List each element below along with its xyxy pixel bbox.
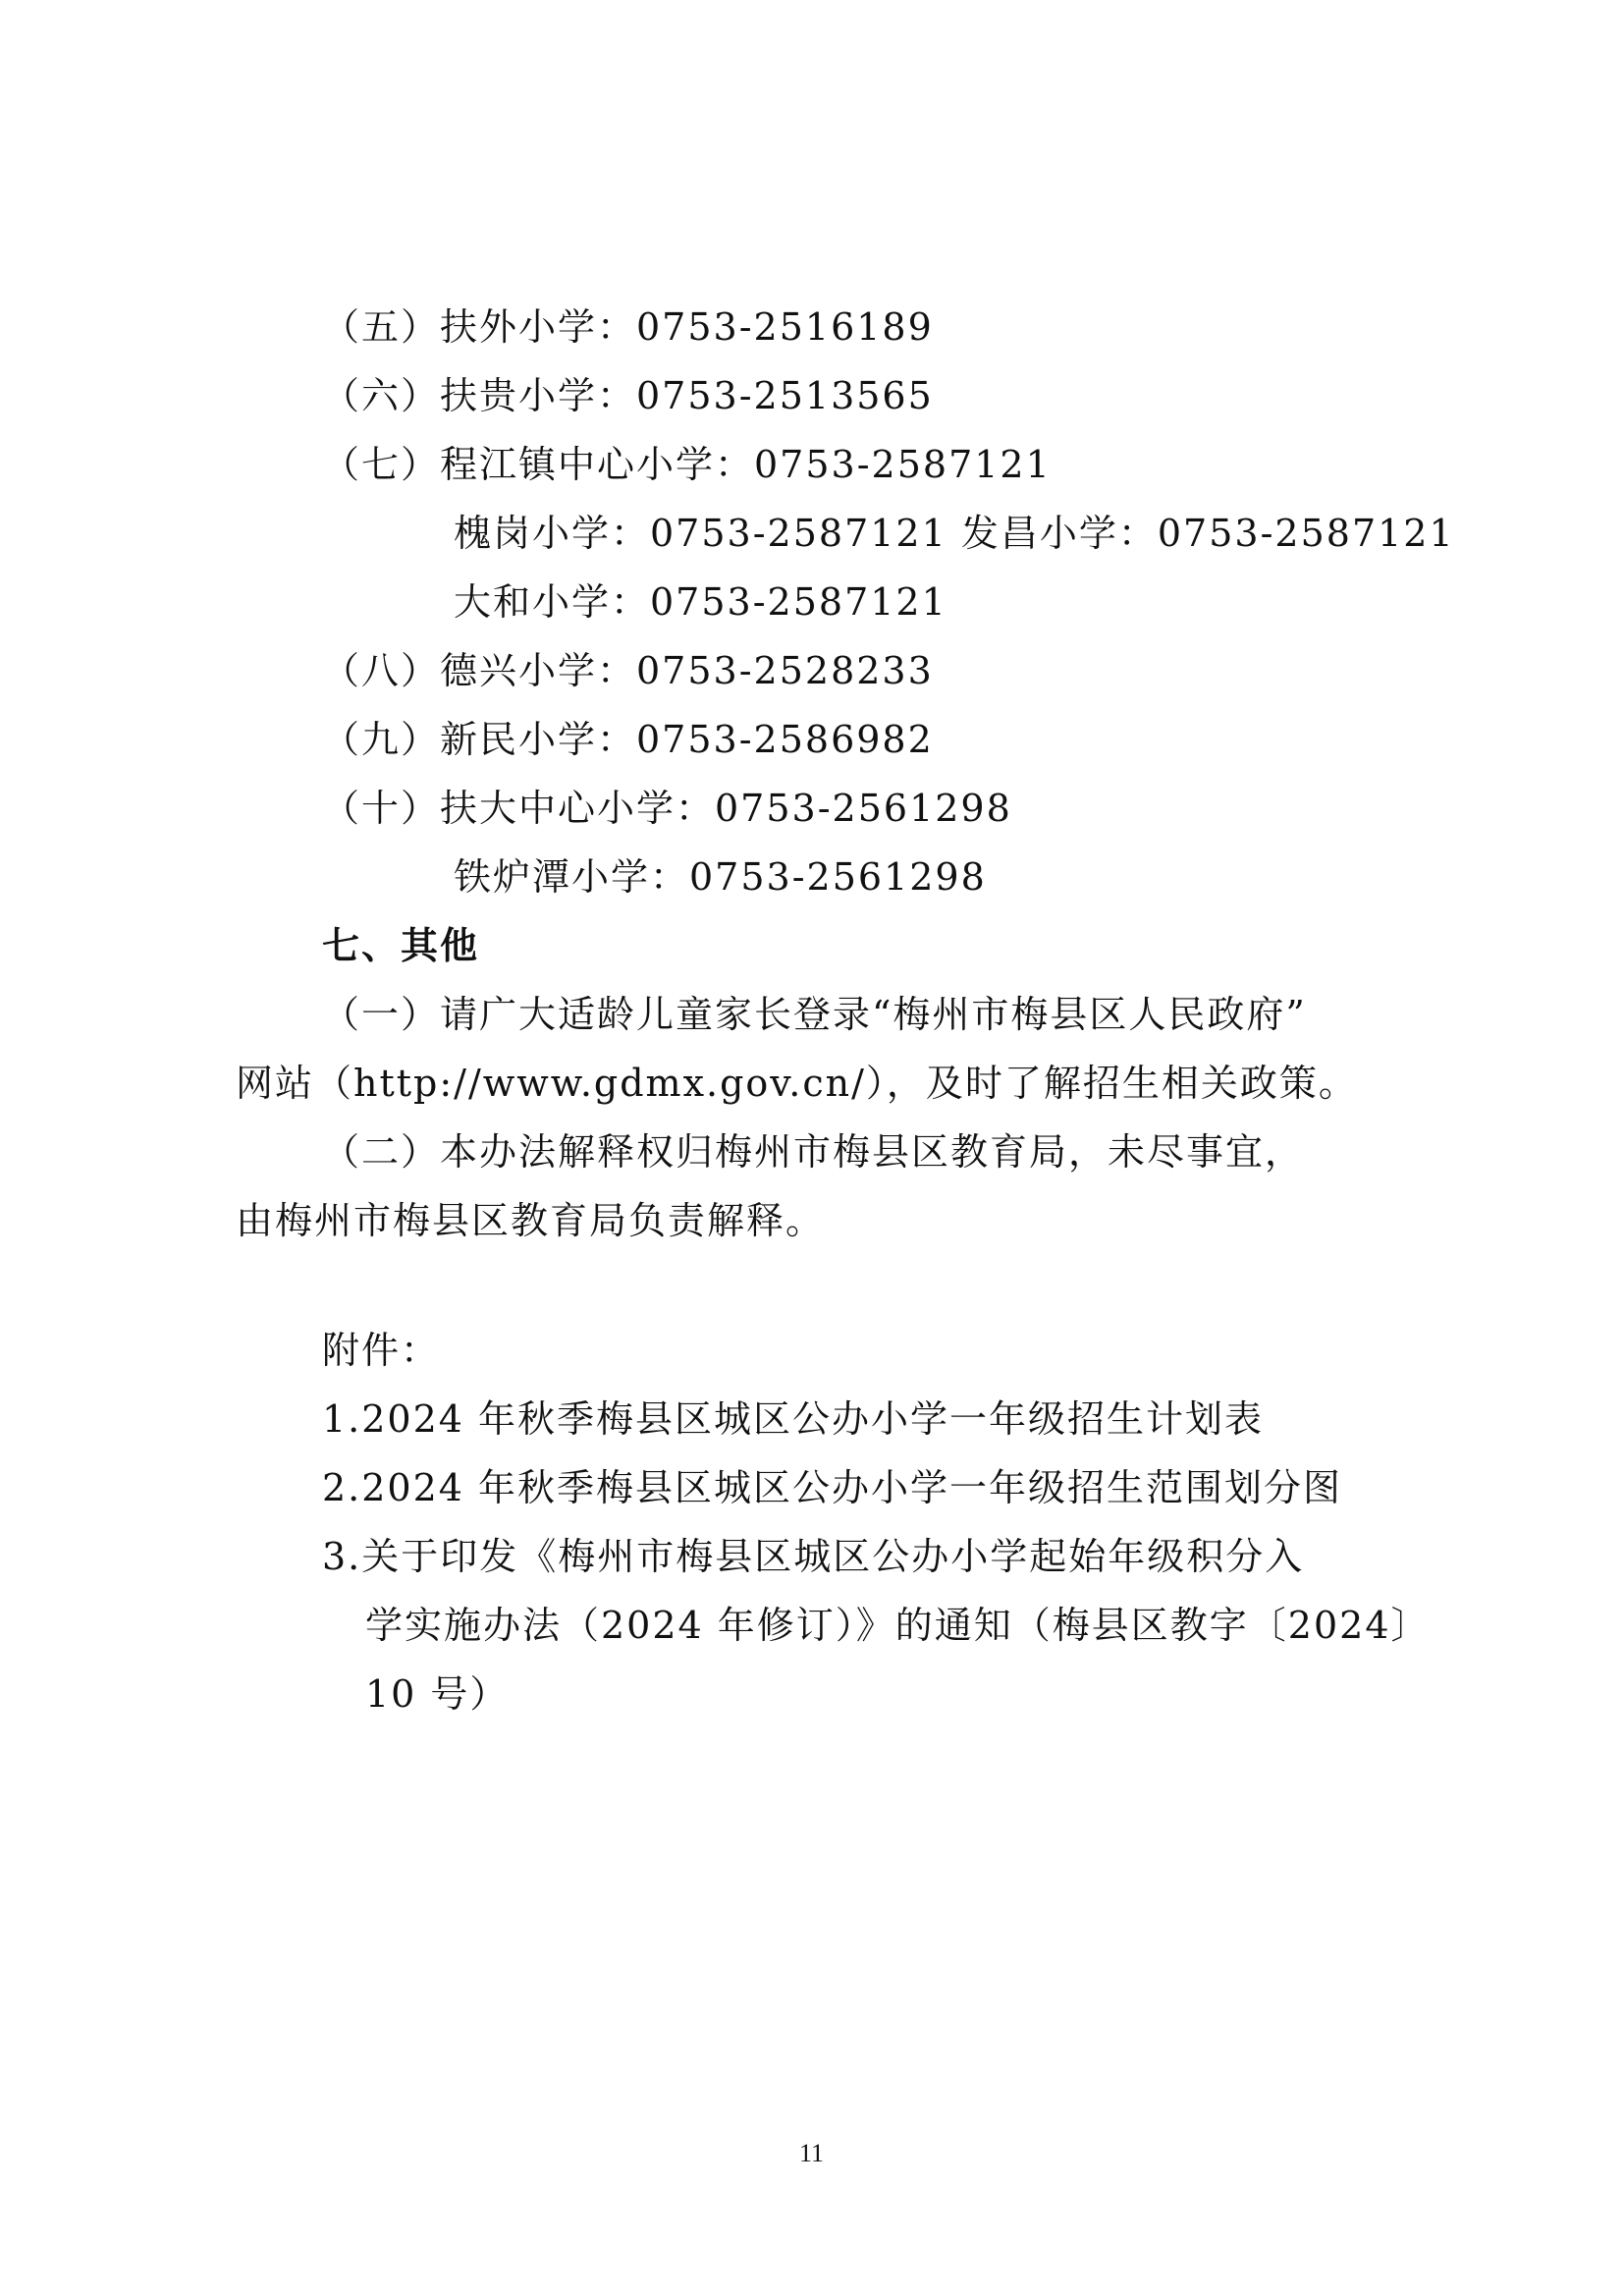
attachment-item-2: 2.2024 年秋季梅县区城区公办小学一年级招生范围划分图: [322, 1466, 1343, 1509]
contact-line-dexing: （八）德兴小学：0753-2528233: [322, 649, 934, 692]
paragraph-one-line2: 网站（http://www.gdmx.gov.cn/），及时了解招生相关政策。: [236, 1062, 1358, 1105]
contact-line-huaigang-fachang: 槐岗小学：0753-2587121 发昌小学：0753-2587121: [454, 512, 1455, 555]
contact-line-chengjiang: （七）程江镇中心小学：0753-2587121: [322, 443, 1052, 486]
attachment-item-3-line2: 学实施办法（2024 年修订）》的通知（梅县区教字〔2024〕: [365, 1604, 1431, 1647]
contact-line-fugui: （六）扶贵小学：0753-2513565: [322, 374, 934, 417]
paragraph-two-line2: 由梅州市梅县区教育局负责解释。: [236, 1199, 826, 1242]
contact-line-xinmin: （九）新民小学：0753-2586982: [322, 718, 934, 761]
contact-line-dahe: 大和小学：0753-2587121: [454, 580, 947, 624]
contact-line-fuwai: （五）扶外小学：0753-2516189: [322, 305, 934, 349]
attachment-item-1: 1.2024 年秋季梅县区城区公办小学一年级招生计划表: [322, 1397, 1265, 1441]
contact-line-tielutan: 铁炉潭小学：0753-2561298: [454, 855, 987, 899]
attachment-item-3-line3: 10 号）: [365, 1672, 510, 1716]
page-number: 11: [798, 2139, 825, 2167]
attachments-label: 附件：: [322, 1329, 441, 1372]
paragraph-two-line1: （二）本办法解释权归梅州市梅县区教育局，未尽事宜，: [322, 1130, 1305, 1174]
section-heading: 七、其他: [322, 924, 480, 967]
contact-line-fuda: （十）扶大中心小学：0753-2561298: [322, 787, 1012, 830]
attachment-item-3: 3.关于印发《梅州市梅县区城区公办小学起始年级积分入: [322, 1535, 1305, 1578]
paragraph-one-line1: （一）请广大适龄儿童家长登录“梅州市梅县区人民政府”: [322, 993, 1307, 1036]
